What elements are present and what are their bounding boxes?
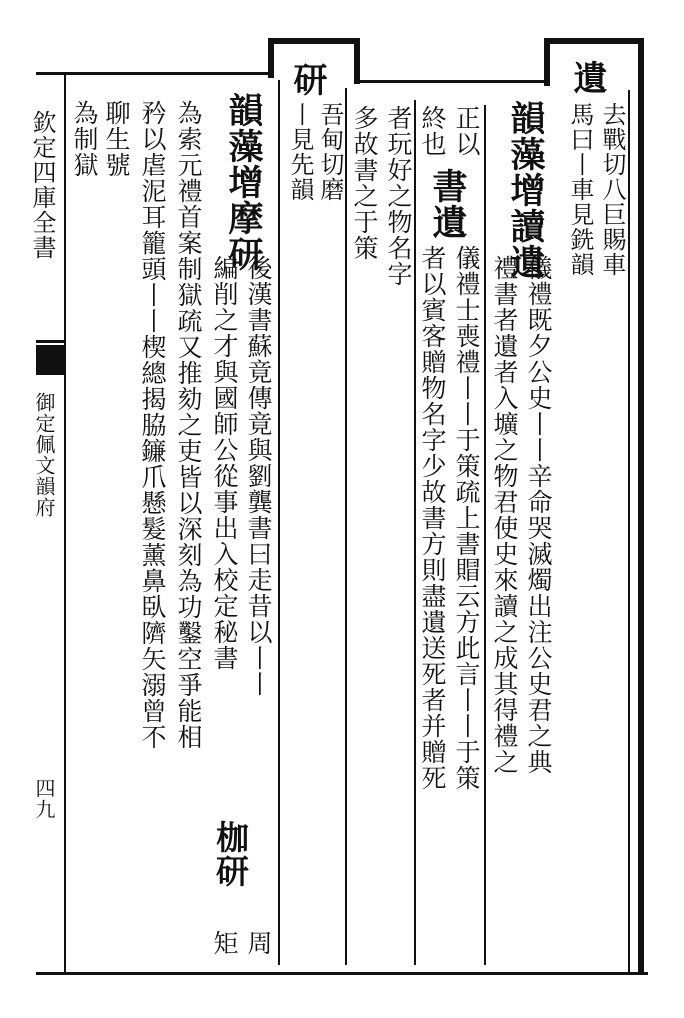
heading-shu-yi: 書遺: [427, 168, 468, 240]
divider-1: [484, 105, 486, 965]
margin-rule-top: [36, 340, 66, 343]
gloss-yi-2: 馬曰丨車見銑韻: [566, 102, 594, 277]
col-7: 多故書之于策: [350, 105, 379, 261]
divider-4: [278, 80, 280, 965]
gloss-yi-1: 去戰切八巨賜車: [598, 102, 626, 277]
entry-head-yi: 遺: [567, 60, 607, 95]
col-5a: 終也: [418, 105, 447, 157]
col-11-tail: 矩: [210, 930, 239, 956]
heading-jia-yan: 枷研: [211, 820, 250, 888]
library-title: 欽定四庫全書: [28, 110, 56, 260]
col-13: 聊生號: [102, 100, 131, 178]
col-9: 後漢書蘇竟傳竟與劉龔書曰走昔以丨丨: [244, 255, 273, 697]
margin-rule-inner: [64, 72, 66, 972]
top-rule-left: [36, 72, 272, 75]
tab-left-edge: [268, 38, 274, 78]
tab2-left-edge: [544, 38, 550, 86]
col-10-tail: 周: [244, 930, 273, 956]
margin-fishtail: [36, 345, 66, 375]
col-3: 禮書者遺者入壙之物君使史來讀之成其得禮之: [490, 255, 519, 775]
col-5: 者以賓客贈物名字少故書方則盡遺送死者并贈死: [418, 245, 447, 791]
col-4a: 正以: [452, 105, 481, 157]
divider-2: [414, 100, 416, 965]
col-10: 編削之才與國師公從事出入校定秘書: [210, 255, 239, 671]
gloss-yan-1: 吾甸切磨: [316, 102, 344, 202]
tab-top: [268, 38, 360, 44]
page-number: 四九: [32, 778, 56, 820]
heading-du-yi: 韻藻增讀遺: [505, 100, 546, 280]
col-6: 者玩好之物名字: [384, 105, 413, 287]
entry-head-yan: 研: [287, 62, 327, 97]
col-4: 儀禮士喪禮丨丨于策疏上書賵云方此言丨丨于策: [452, 245, 481, 791]
col-14: 為制獄: [70, 100, 99, 178]
top-rule-right: [356, 80, 546, 83]
divider-3: [345, 88, 347, 965]
heading-mo-yan: 韻藻增摩研: [223, 92, 264, 272]
bottom-rule: [36, 972, 648, 975]
right-rule: [638, 40, 644, 975]
col-11: 為索元禮首案制獄疏又推劾之吏皆以深刻為功鑿空爭能相: [174, 100, 203, 750]
tab2-top: [544, 38, 644, 44]
col-12: 矜以虐泥耳籠頭丨丨楔總揭脇䥥爪懸髮薰鼻臥隮矢溺曾不: [138, 100, 167, 750]
tab-right-edge: [354, 38, 360, 84]
book-title: 御定佩文韻府: [32, 392, 56, 518]
col-2: 儀禮既夕公史丨丨辛命哭滅燭出注公史君之典: [524, 255, 553, 775]
gloss-yan-2: 丨見先韻: [286, 102, 314, 202]
right-rule-thin: [628, 90, 630, 975]
